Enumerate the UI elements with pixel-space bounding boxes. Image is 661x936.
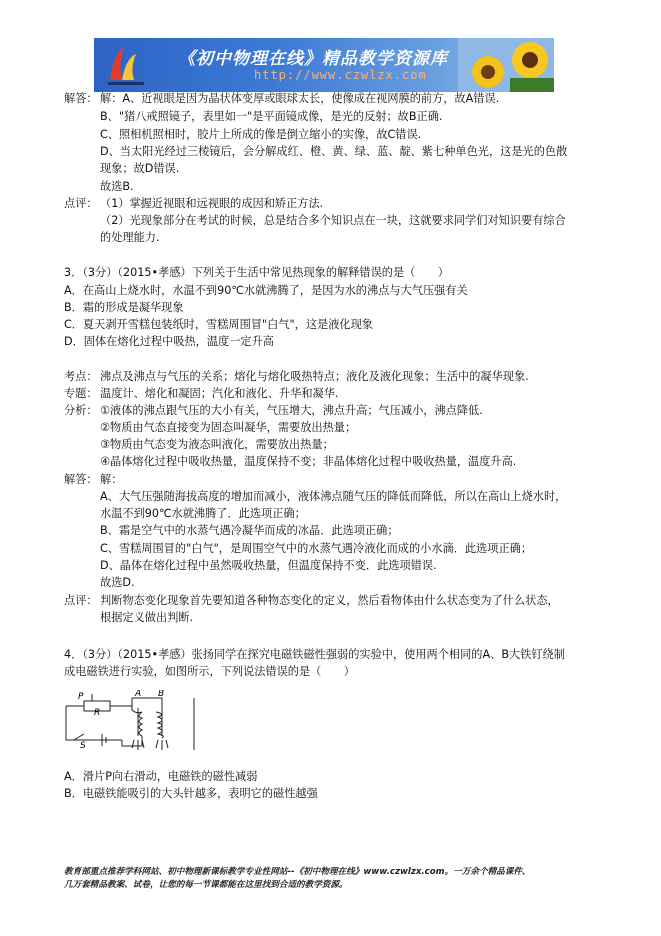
circuit-label-a: A bbox=[135, 690, 142, 699]
q4-stem-line: 成电磁铁进行实验，如图所示，下列说法错误的是（ ） bbox=[64, 665, 355, 678]
q3-kaodian-label: 考点： bbox=[64, 370, 98, 383]
banner-url[interactable]: http://www.czwlzx.com bbox=[254, 68, 427, 82]
q3-fenxi-label: 分析： bbox=[64, 404, 98, 417]
q2-solution-line: C、照相机照相时，胶片上所成的像是倒立缩小的实像，故C错误. bbox=[100, 128, 422, 141]
site-logo-icon bbox=[104, 44, 148, 88]
q2-solution-line: 解：A、近视眼是因为晶状体变厚或眼球太长，使像成在视网膜的前方，故A错误. bbox=[100, 92, 500, 105]
q3-jieda-line: 解： bbox=[100, 473, 123, 486]
q3-zhuanti-label: 专题： bbox=[64, 387, 98, 400]
q3-fenxi-line: ②物质由气态直接变为固态叫凝华，需要放出热量； bbox=[100, 421, 357, 434]
q3-dianping-line: 判断物态变化现象首先要知道各种物态变化的定义，然后看物体由什么状态变为了什么状态， bbox=[100, 594, 559, 607]
q2-solution-line: B、"猪八戒照镜子，表里如一"是平面镜成像，是光的反射；故B正确. bbox=[100, 110, 443, 123]
circuit-label-s: S bbox=[80, 741, 86, 751]
electromagnet-circuit-diagram bbox=[62, 690, 198, 756]
header-banner bbox=[94, 38, 554, 92]
page-footer bbox=[64, 866, 604, 892]
sunflower-icon bbox=[458, 38, 554, 92]
q3-jieda-line: D、晶体在熔化过程中虽然吸收热量，但温度保持不变．此选项错误. bbox=[100, 559, 437, 572]
q2-review-line: （2）光现象部分在考试的时候，总是结合多个知识点在一块，这就要求同学们对知识要有综合 bbox=[100, 214, 566, 227]
q2-solution-line: D、当太阳光经过三棱镜后，会分解成红、橙、黄、绿、蓝、靛、紫七种单色光，这是光的色散 bbox=[100, 145, 568, 158]
q3-kaodian: 沸点及沸点与气压的关系；熔化与熔化吸热特点；液化及液化现象；生活中的凝华现象. bbox=[100, 370, 529, 383]
q4-option-b: B．电磁铁能吸引的大头针越多，表明它的磁性越强 bbox=[64, 787, 318, 800]
q3-jieda-line: 水温不到90℃水就沸腾了．此选项正确； bbox=[100, 507, 306, 520]
q3-option-b: B．霜的形成是凝华现象 bbox=[64, 301, 184, 314]
q2-review-line: 的处理能力. bbox=[100, 231, 160, 244]
q4-stem-line: 4．（3分）（2015•孝感）张扬同学在探究电磁铁磁性强弱的实验中，使用两个相同的A、B大铁钉绕制 bbox=[64, 648, 565, 661]
q3-fenxi-line: ④晶体熔化过程中吸收热量，温度保持不变；非晶体熔化过程中吸收热量，温度升高. bbox=[100, 455, 517, 468]
q3-stem: 3．（3分）（2015•孝感）下列关于生活中常见热现象的解释错误的是（ ） bbox=[64, 266, 449, 279]
q2-review-line: （1）掌握近视眼和远视眼的成因和矫正方法. bbox=[100, 197, 324, 210]
q3-fenxi-line: ①液体的沸点跟气压的大小有关，气压增大，沸点升高；气压减小，沸点降低. bbox=[100, 404, 483, 417]
q3-jieda-line: C、雪糕周围冒的"白气"，是周围空气中的水蒸气遇冷液化而成的小水滴．此选项正确； bbox=[100, 542, 533, 555]
q2-review-label: 点评： bbox=[64, 197, 98, 210]
q3-option-d: D．固体在熔化过程中吸热，温度一定升高 bbox=[64, 335, 274, 348]
q3-jieda-line: B、霜是空气中的水蒸气遇冷凝华而成的冰晶．此选项正确； bbox=[100, 524, 399, 537]
q3-jieda-line: 故选D. bbox=[100, 576, 135, 589]
q2-solution-line: 现象；故D错误. bbox=[100, 162, 180, 175]
q4-option-a: A．滑片P向右滑动，电磁铁的磁性减弱 bbox=[64, 770, 258, 783]
q3-dianping-label: 点评： bbox=[64, 594, 98, 607]
q3-zhuanti: 温度计、熔化和凝固；汽化和液化、升华和凝华. bbox=[100, 387, 339, 400]
q3-dianping-line: 根据定义做出判断. bbox=[100, 611, 194, 624]
q3-jieda-label: 解答： bbox=[64, 473, 98, 486]
circuit-label-p: P bbox=[78, 692, 84, 702]
footer-line: 教育部重点推荐学科网站、初中物理新课标教学专业性网站--《初中物理在线》www.czwlzx.com。一万余个精品课件、 bbox=[64, 867, 531, 877]
q3-option-c: C．夏天剥开雪糕包装纸时，雪糕周围冒"白气"，这是液化现象 bbox=[64, 318, 373, 331]
q2-solution-line: 故选B. bbox=[100, 180, 134, 193]
q3-jieda-line: A、大气压强随海拔高度的增加而减小，液体沸点随气压的降低而降低，所以在高山上烧水时， bbox=[100, 490, 567, 503]
q2-solution-label: 解答： bbox=[64, 92, 98, 105]
footer-line: 几万套精品教案、试卷，让您的每一节课都能在这里找到合适的教学资源。 bbox=[64, 880, 348, 890]
circuit-label-r: R bbox=[94, 708, 101, 718]
q3-fenxi-line: ③物质由气态变为液态叫液化，需要放出热量； bbox=[100, 438, 334, 451]
q3-option-a: A．在高山上烧水时，水温不到90℃水就沸腾了，是因为水的沸点与大气压强有关 bbox=[64, 284, 468, 297]
banner-title: 《初中物理在线》精品教学资源库 bbox=[178, 49, 448, 69]
circuit-label-b: B bbox=[158, 690, 165, 699]
